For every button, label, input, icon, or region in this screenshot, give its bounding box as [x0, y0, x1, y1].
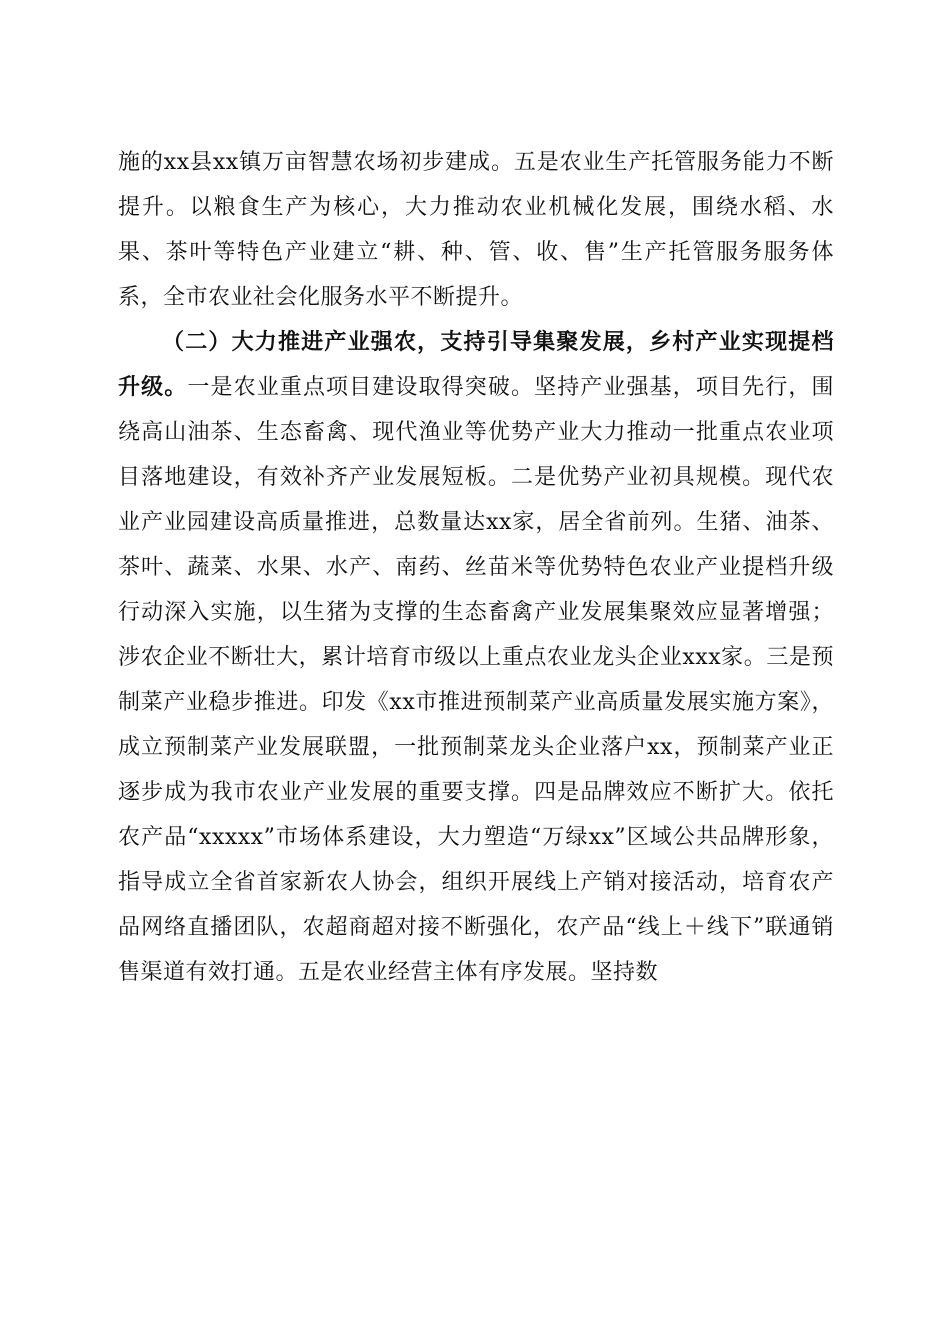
- paragraph-1: 施的xx县xx镇万亩智慧农场初步建成。五是农业生产托管服务能力不断提升。以粮食生产为核心，大力推动农业机械化发展，围绕水稻、水果、茶叶等特色产业建立“耕、种、管、收、售”生产托管服务服务体系，全市农业社会化服务水平不断提升。: [118, 150, 834, 310]
- section-heading: （二）大力推进产业强农，支持引导集聚发展，乡村产业实现提档升级。: [118, 329, 834, 400]
- document-body: [118, 140, 834, 995]
- paragraph-2-body: 一是农业重点项目建设取得突破。坚持产业强基，项目先行，围绕高山油茶、生态畜禽、现代渔业等优势产业大力推动一批重点农业项目落地建设，有效补齐产业发展短板。二是优势产业初具规模。现代农业产业园建设高质量推进，总数量达xx家，居全省前列。生猪、油茶、茶叶、蔬菜、水果、水产、南药、丝苗米等优势特色农业产业提档升级行动深入实施，以生猪为支撑的生态畜禽产业发展集聚效应显著增强；涉农企业不断壮大，累计培育市级以上重点农业龙头企业xxx家。三是预制菜产业稳步推进。印发《xx市推进预制菜产业高质量发展实施方案》，成立预制菜产业发展联盟，一批预制菜龙头企业落户xx，预制菜产业正逐步成为我市农业产业发展的重要支撑。四是品牌效应不断扩大。依托农产品“xxxxx”市场体系建设，大力塑造“万绿xx”区域公共品牌形象，指导成立全省首家新农人协会，组织开展线上产销对接活动，培育农产品网络直播团队，农超商超对接不断强化，农产品“线上＋线下”联通销售渠道有效打通。五是农业经营主体有序发展。坚持数: [118, 375, 834, 985]
- paragraph-2: [118, 320, 834, 995]
